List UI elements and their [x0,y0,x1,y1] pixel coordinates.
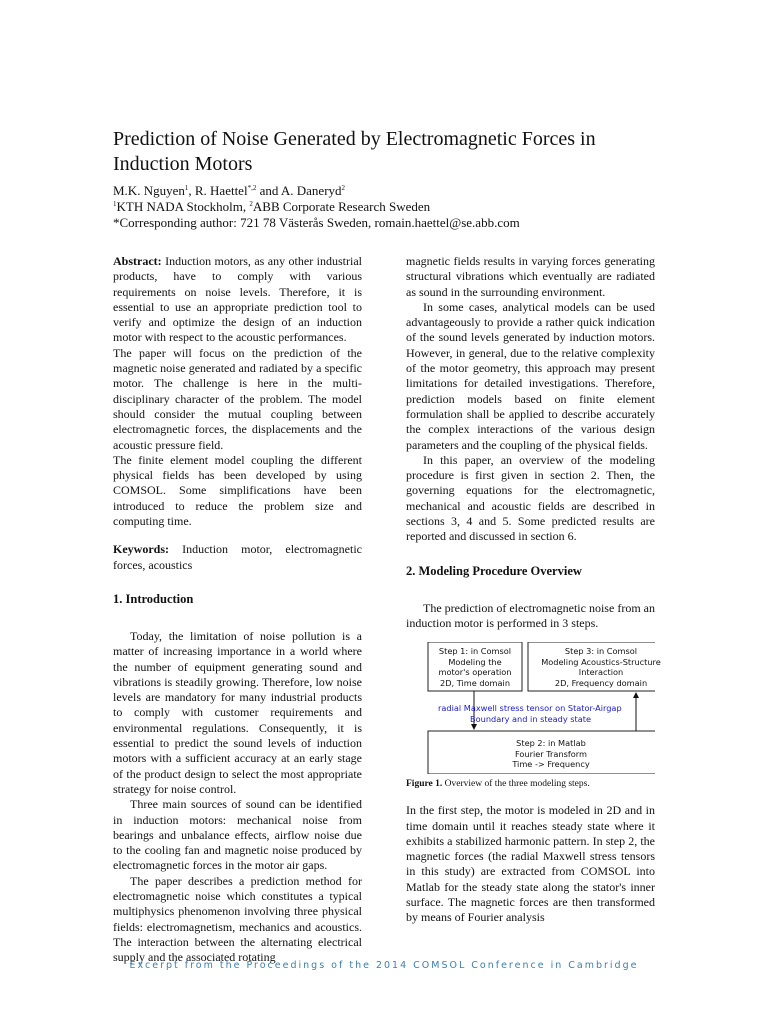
abstract-paragraph: Abstract: Induction motors, as any other industrial products, have to comply with various requirements on noise levels. Therefore, it is essential to use an appropriate prediction tool to verify and optimize the design of an induction motor with respect to the acoustic performances. [113,254,362,345]
author-names: M.K. Nguyen$^1$, R. Haettel$^{*,2}$ and A. Daneryd$^2$ [113,183,346,198]
section-heading-modeling: 2. Modeling Procedure Overview [406,563,582,578]
paper-title: Prediction of Noise Generated by Electromagnetic Forces in Induction Motors [113,128,596,175]
step2-text: Step 2: in Matlab Fourier Transform Time -> Frequency [512,738,590,770]
step3-text: Step 3: in Comsol Modeling Acoustics-Structure Interaction 2D, Frequency domain [541,646,661,688]
footer-proceedings: Excerpt from the Proceedings of the 2014 COMSOL Conference in Cambridge [129,960,639,971]
body-paragraph: Three main sources of sound can be identified in induction motors: mechanical noise from bearings and unbalance effects, airflow noise due to the cooling fan and magnetic noise produced by electromagnetic forces in the motor air gaps. [113,797,362,873]
left-column [113,254,362,965]
body-paragraph: The prediction of electromagnetic noise from an induction motor is performed in 3 steps. [406,600,655,630]
abstract-paragraph: The paper will focus on the prediction of the magnetic noise generated and radiated by a specific motor. The challenge is here in the multi-disciplinary character of the problem. The model should consider the mutual coupling between electromagnetic forces, the displacements and the acoustic pressure field. [113,345,362,452]
step1-text: Step 1: in Comsol Modeling the motor's operation 2D, Time domain [438,646,512,688]
author-block [113,183,673,231]
abstract-paragraph: The finite element model coupling the different physical fields has been developed by using COMSOL. Some simplifications have been introduced to reduce the problem size and computing time. [113,452,362,529]
figure-caption: Figure 1. Overview of the three modeling steps. [406,779,590,790]
right-column [406,254,661,926]
section-heading-introduction: 1. Introduction [113,591,194,606]
arrow-label: radial Maxwell stress tensor on Stator-Airgap Boundary and in steady state [438,703,622,725]
body-paragraph: In some cases, analytical models can be used advantageously to provide a rather quick indication of the sound levels generated by induction motors. However, in general, due to the relative complexity of the motor geometry, this approach may present limitations for detailed investigations. Therefore, prediction models based on finite element formulation shall be applied to describe accurately the complex interactions of the various design parameters and the coupling of the physical fields. [406,299,655,452]
body-paragraph: In the first step, the motor is modeled in 2D and in time domain until it reaches steady state where it exhibits a stabilized harmonic pattern. In step 2, the magnetic forces (the radial Maxwell stress tensors in this study) are extracted from COMSOL into Matlab for the steady state along the stator's inner surface. The magnetic forces are then transformed by means of Fourier analysis [406,803,655,925]
body-paragraph: Today, the limitation of noise pollution is a matter of increasing importance in a world where the number of equipment generating sound and vibrations is steadily growing. Therefore, low noise levels are mandatory for many industrial products to comply with customer requirements and environmental regulations. Consequently, it is essential to predict the sound levels of induction motors with a sufficient accuracy at an early stage of the product design to select the most appropriate strategy for noise control. [113,628,362,796]
affiliations: $^1$KTH NADA Stockholm, $^2$ABB Corporate Research Sweden [113,199,431,214]
figure-modeling-steps [406,642,661,774]
keywords: Keywords: Induction motor, electromagnetic forces, acoustics [113,542,362,572]
body-paragraph: magnetic fields results in varying forces generating structural vibrations which eventually are radiated as sound in the surrounding environment. [406,254,655,299]
body-paragraph: The paper describes a prediction method for electromagnetic noise which constitutes a typical multiphysics phenomenon involving three physical fields: electromagnetism, mechanics and acoustics. The interaction between the alternating electrical supply and the associated rotating [113,873,362,965]
corresponding-author: *Corresponding author: 721 78 Västerås Sweden, romain.haettel@se.abb.com [113,215,520,230]
body-paragraph: In this paper, an overview of the modeling procedure is first given in section 2. Then, the governing equations for the electromagnetic, mechanical and acoustic fields are described in sections 3, 4 and 5. Some predicted results are reported and discussed in section 6. [406,452,655,544]
